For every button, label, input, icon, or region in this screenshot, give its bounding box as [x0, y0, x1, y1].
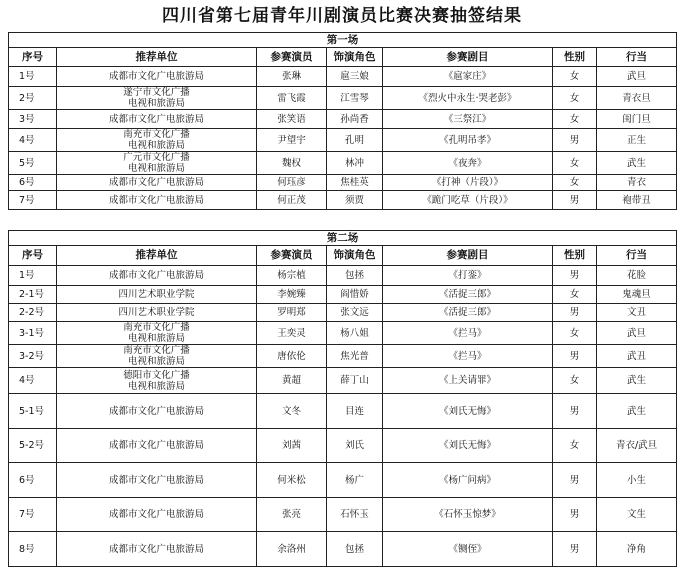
seq-cell: 7号: [9, 498, 57, 532]
role-cell: 江雪琴: [327, 87, 383, 110]
unit-cell: 成都市文化广电旅游局: [57, 429, 257, 463]
column-header-play: 参赛剧目: [383, 246, 553, 266]
gender-cell: 男: [553, 191, 597, 210]
role-cell: 薛丁山: [327, 368, 383, 394]
actor-cell: 黄超: [257, 368, 327, 394]
actor-cell: 罗明郑: [257, 304, 327, 322]
gender-cell: 女: [553, 286, 597, 304]
role-cell: 石怀玉: [327, 498, 383, 532]
column-header-unit: 推荐单位: [57, 246, 257, 266]
unit-cell: 四川艺术职业学院: [57, 286, 257, 304]
section-row: [9, 33, 677, 48]
type-cell: 武旦: [597, 322, 677, 345]
type-cell: 武生: [597, 394, 677, 429]
table-row: [9, 498, 677, 532]
type-cell: 小生: [597, 463, 677, 498]
actor-cell: 刘茜: [257, 429, 327, 463]
actor-cell: 余洛州: [257, 532, 327, 567]
gender-cell: 男: [553, 394, 597, 429]
play-cell: 《活捉三郎》: [383, 304, 553, 322]
gender-cell: 男: [553, 129, 597, 152]
type-cell: 青衣旦: [597, 87, 677, 110]
column-header-play: 参赛剧目: [383, 48, 553, 67]
type-cell: 青衣/武旦: [597, 429, 677, 463]
unit-cell: 成都市文化广电旅游局: [57, 532, 257, 567]
gender-cell: 男: [553, 304, 597, 322]
play-cell: 《上关请罪》: [383, 368, 553, 394]
play-cell: 《石怀玉惊梦》: [383, 498, 553, 532]
column-header-gender: 性别: [553, 246, 597, 266]
type-cell: 文丑: [597, 304, 677, 322]
round-1-table: [8, 32, 677, 210]
seq-cell: 3-1号: [9, 322, 57, 345]
unit-cell: 成都市文化广电旅游局: [57, 463, 257, 498]
play-cell: 《跪门吃草（片段）》: [383, 191, 553, 210]
gender-cell: 女: [553, 322, 597, 345]
column-header-type: 行当: [597, 48, 677, 67]
role-cell: 阎惜娇: [327, 286, 383, 304]
seq-cell: 1号: [9, 67, 57, 87]
table-row: [9, 463, 677, 498]
role-cell: 孙尚香: [327, 110, 383, 129]
gender-cell: 女: [553, 175, 597, 191]
header-row: [9, 48, 677, 67]
section-row: [9, 231, 677, 246]
unit-cell: 成都市文化广电旅游局: [57, 498, 257, 532]
type-cell: 文生: [597, 498, 677, 532]
gender-cell: 女: [553, 152, 597, 175]
actor-cell: 何珏彦: [257, 175, 327, 191]
actor-cell: 张亮: [257, 498, 327, 532]
play-cell: 《扈家庄》: [383, 67, 553, 87]
seq-cell: 7号: [9, 191, 57, 210]
role-cell: 扈三娘: [327, 67, 383, 87]
role-cell: 孔明: [327, 129, 383, 152]
role-cell: 包拯: [327, 266, 383, 286]
actor-cell: 魏权: [257, 152, 327, 175]
play-cell: 《孔明吊孝》: [383, 129, 553, 152]
seq-cell: 8号: [9, 532, 57, 567]
type-cell: 正生: [597, 129, 677, 152]
seq-cell: 5-2号: [9, 429, 57, 463]
table-row: [9, 322, 677, 345]
column-header-role: 饰演角色: [327, 246, 383, 266]
unit-cell: 南充市文化广播 电视和旅游局: [57, 129, 257, 152]
play-cell: 《铡侄》: [383, 532, 553, 567]
gender-cell: 女: [553, 87, 597, 110]
column-header-role: 饰演角色: [327, 48, 383, 67]
section-title: 第二场: [9, 231, 677, 246]
actor-cell: 尹望宇: [257, 129, 327, 152]
table-row: [9, 286, 677, 304]
role-cell: 杨广: [327, 463, 383, 498]
table-row: [9, 110, 677, 129]
gender-cell: 男: [553, 498, 597, 532]
type-cell: 武生: [597, 368, 677, 394]
table-row: [9, 394, 677, 429]
seq-cell: 4号: [9, 129, 57, 152]
unit-cell: 成都市文化广电旅游局: [57, 191, 257, 210]
table-row: [9, 191, 677, 210]
play-cell: 《打神（片段）》: [383, 175, 553, 191]
actor-cell: 何米松: [257, 463, 327, 498]
type-cell: 武旦: [597, 67, 677, 87]
actor-cell: 张琳: [257, 67, 327, 87]
table-row: [9, 67, 677, 87]
section-title: 第一场: [9, 33, 677, 48]
unit-cell: 遂宁市文化广播 电视和旅游局: [57, 87, 257, 110]
role-cell: 杨八姐: [327, 322, 383, 345]
actor-cell: 张笑语: [257, 110, 327, 129]
actor-cell: 雷飞霞: [257, 87, 327, 110]
unit-cell: 四川艺术职业学院: [57, 304, 257, 322]
table-row: [9, 532, 677, 567]
unit-cell: 成都市文化广电旅游局: [57, 110, 257, 129]
seq-cell: 5-1号: [9, 394, 57, 429]
role-cell: 目连: [327, 394, 383, 429]
seq-cell: 2-1号: [9, 286, 57, 304]
seq-cell: 3号: [9, 110, 57, 129]
play-cell: 《刘氏无悔》: [383, 394, 553, 429]
seq-cell: 2-2号: [9, 304, 57, 322]
column-header-gender: 性别: [553, 48, 597, 67]
column-header-seq: 序号: [9, 246, 57, 266]
type-cell: 袍带丑: [597, 191, 677, 210]
round-1-body: [9, 33, 677, 210]
type-cell: 鬼魂旦: [597, 286, 677, 304]
play-cell: 《活捉三郎》: [383, 286, 553, 304]
unit-cell: 成都市文化广电旅游局: [57, 394, 257, 429]
type-cell: 武丑: [597, 345, 677, 368]
seq-cell: 4号: [9, 368, 57, 394]
column-header-actor: 参赛演员: [257, 246, 327, 266]
actor-cell: 杨宗植: [257, 266, 327, 286]
actor-cell: 李婉臻: [257, 286, 327, 304]
play-cell: 《夜奔》: [383, 152, 553, 175]
header-row: [9, 246, 677, 266]
role-cell: 包拯: [327, 532, 383, 567]
actor-cell: 唐依伦: [257, 345, 327, 368]
column-header-unit: 推荐单位: [57, 48, 257, 67]
role-cell: 焦光普: [327, 345, 383, 368]
role-cell: 林冲: [327, 152, 383, 175]
play-cell: 《三祭江》: [383, 110, 553, 129]
unit-cell: 南充市文化广播 电视和旅游局: [57, 345, 257, 368]
role-cell: 须贾: [327, 191, 383, 210]
seq-cell: 6号: [9, 175, 57, 191]
table-row: [9, 152, 677, 175]
gender-cell: 女: [553, 67, 597, 87]
unit-cell: 成都市文化广电旅游局: [57, 67, 257, 87]
play-cell: 《拦马》: [383, 322, 553, 345]
table-row: [9, 129, 677, 152]
table-row: [9, 87, 677, 110]
column-header-seq: 序号: [9, 48, 57, 67]
type-cell: 闺门旦: [597, 110, 677, 129]
play-cell: 《烈火中永生·哭老彭》: [383, 87, 553, 110]
column-header-actor: 参赛演员: [257, 48, 327, 67]
play-cell: 《拦马》: [383, 345, 553, 368]
role-cell: 张文远: [327, 304, 383, 322]
actor-cell: 何正茂: [257, 191, 327, 210]
round-2-table: [8, 230, 677, 567]
seq-cell: 5号: [9, 152, 57, 175]
actor-cell: 文冬: [257, 394, 327, 429]
play-cell: 《杨广问病》: [383, 463, 553, 498]
actor-cell: 王奕灵: [257, 322, 327, 345]
table-row: [9, 345, 677, 368]
gender-cell: 女: [553, 368, 597, 394]
table-row: [9, 304, 677, 322]
gender-cell: 男: [553, 463, 597, 498]
seq-cell: 6号: [9, 463, 57, 498]
play-cell: 《打銮》: [383, 266, 553, 286]
gender-cell: 男: [553, 345, 597, 368]
table-row: [9, 175, 677, 191]
unit-cell: 成都市文化广电旅游局: [57, 266, 257, 286]
round-2-body: [9, 231, 677, 567]
gender-cell: 女: [553, 429, 597, 463]
table-row: [9, 266, 677, 286]
unit-cell: 广元市文化广播 电视和旅游局: [57, 152, 257, 175]
table-row: [9, 368, 677, 394]
type-cell: 净角: [597, 532, 677, 567]
role-cell: 刘氏: [327, 429, 383, 463]
type-cell: 青衣: [597, 175, 677, 191]
gender-cell: 女: [553, 110, 597, 129]
seq-cell: 2号: [9, 87, 57, 110]
type-cell: 武生: [597, 152, 677, 175]
column-header-type: 行当: [597, 246, 677, 266]
unit-cell: 德阳市文化广播 电视和旅游局: [57, 368, 257, 394]
gender-cell: 男: [553, 266, 597, 286]
gender-cell: 男: [553, 532, 597, 567]
document-title: 四川省第七届青年川剧演员比赛决赛抽签结果: [162, 6, 522, 26]
seq-cell: 1号: [9, 266, 57, 286]
table-row: [9, 429, 677, 463]
role-cell: 焦桂英: [327, 175, 383, 191]
type-cell: 花脸: [597, 266, 677, 286]
seq-cell: 3-2号: [9, 345, 57, 368]
play-cell: 《刘氏无悔》: [383, 429, 553, 463]
unit-cell: 南充市文化广播 电视和旅游局: [57, 322, 257, 345]
unit-cell: 成都市文化广电旅游局: [57, 175, 257, 191]
